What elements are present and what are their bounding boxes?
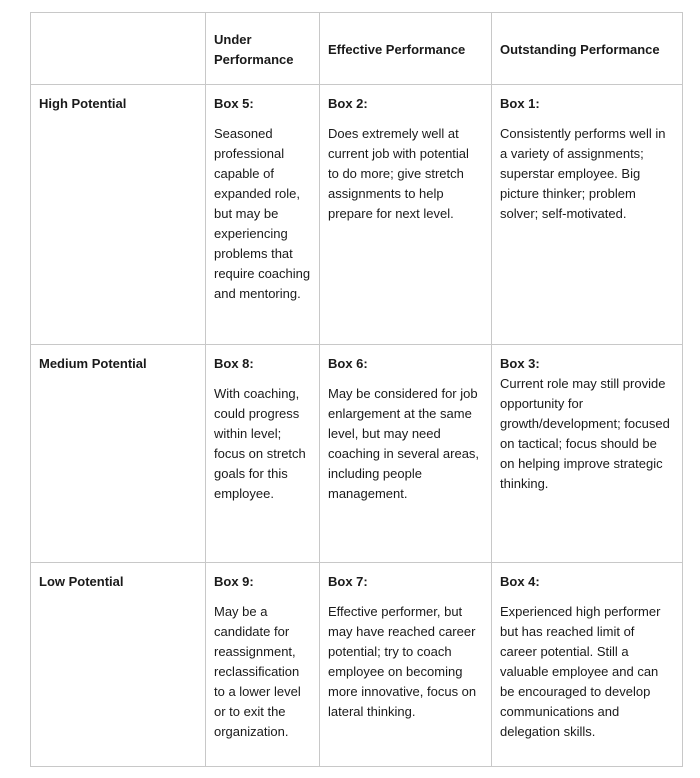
- box-description: Seasoned professional capable of expanded role, but may be experiencing problems that require coaching and mentoring.: [214, 126, 311, 301]
- cell-box-8: [206, 345, 320, 563]
- row-low-potential: [31, 563, 683, 767]
- box-description: Does extremely well at current job with potential to do more; give stretch assignments to help prepare for next level.: [328, 126, 469, 221]
- box-description: Effective performer, but may have reached career potential; try to coach employee on becoming more innovative, focus on lateral thinking.: [328, 604, 477, 719]
- cell-box-2: [320, 85, 492, 345]
- box-description: With coaching, could progress within level; focus on stretch goals for this employee.: [214, 386, 306, 501]
- box-description: May be a candidate for reassignment, reclassification to a lower level or to exit the organization.: [214, 604, 301, 739]
- box-title: Box 7:: [328, 574, 368, 589]
- cell-box-5: [206, 85, 320, 345]
- box-title: Box 4:: [500, 574, 540, 589]
- box-title: Box 5:: [214, 96, 254, 111]
- box-description: Experienced high performer but has reached limit of career potential. Still a valuable employee and can be encouraged to develop communications and delegation skills.: [500, 604, 661, 739]
- box-title: Box 6:: [328, 356, 368, 371]
- row-medium-potential: [31, 345, 683, 563]
- cell-box-6: [320, 345, 492, 563]
- cell-box-7: [320, 563, 492, 767]
- box-title: Box 3:: [500, 356, 540, 371]
- box-title: Box 1:: [500, 96, 540, 111]
- cell-box-3: [492, 345, 683, 563]
- box-description: Current role may still provide opportunity for growth/development; focused on tactical; focus should be on helping improve strategic thinking.: [500, 376, 670, 491]
- row-label-low-potential: Low Potential: [31, 563, 206, 767]
- header-outstanding-performance: Outstanding Performance: [492, 13, 683, 85]
- box-title: Box 2:: [328, 96, 368, 111]
- row-label-high-potential: High Potential: [31, 85, 206, 345]
- header-effective-performance: Effective Performance: [320, 13, 492, 85]
- box-description: Consistently performs well in a variety of assignments; superstar employee. Big picture thinker; problem solver; self-motivated.: [500, 126, 666, 221]
- box-title: Box 9:: [214, 574, 254, 589]
- box-description: May be considered for job enlargement at the same level, but may need coaching in several areas, including people management.: [328, 386, 480, 501]
- cell-box-4: [492, 563, 683, 767]
- row-high-potential: [31, 85, 683, 345]
- cell-box-1: [492, 85, 683, 345]
- header-under-performance: Under Performance: [206, 13, 320, 85]
- cell-box-9: [206, 563, 320, 767]
- box-title: Box 8:: [214, 356, 254, 371]
- header-empty-cell: [31, 13, 206, 85]
- nine-box-grid-table: [30, 12, 683, 767]
- header-row: [31, 13, 683, 85]
- row-label-medium-potential: Medium Potential: [31, 345, 206, 563]
